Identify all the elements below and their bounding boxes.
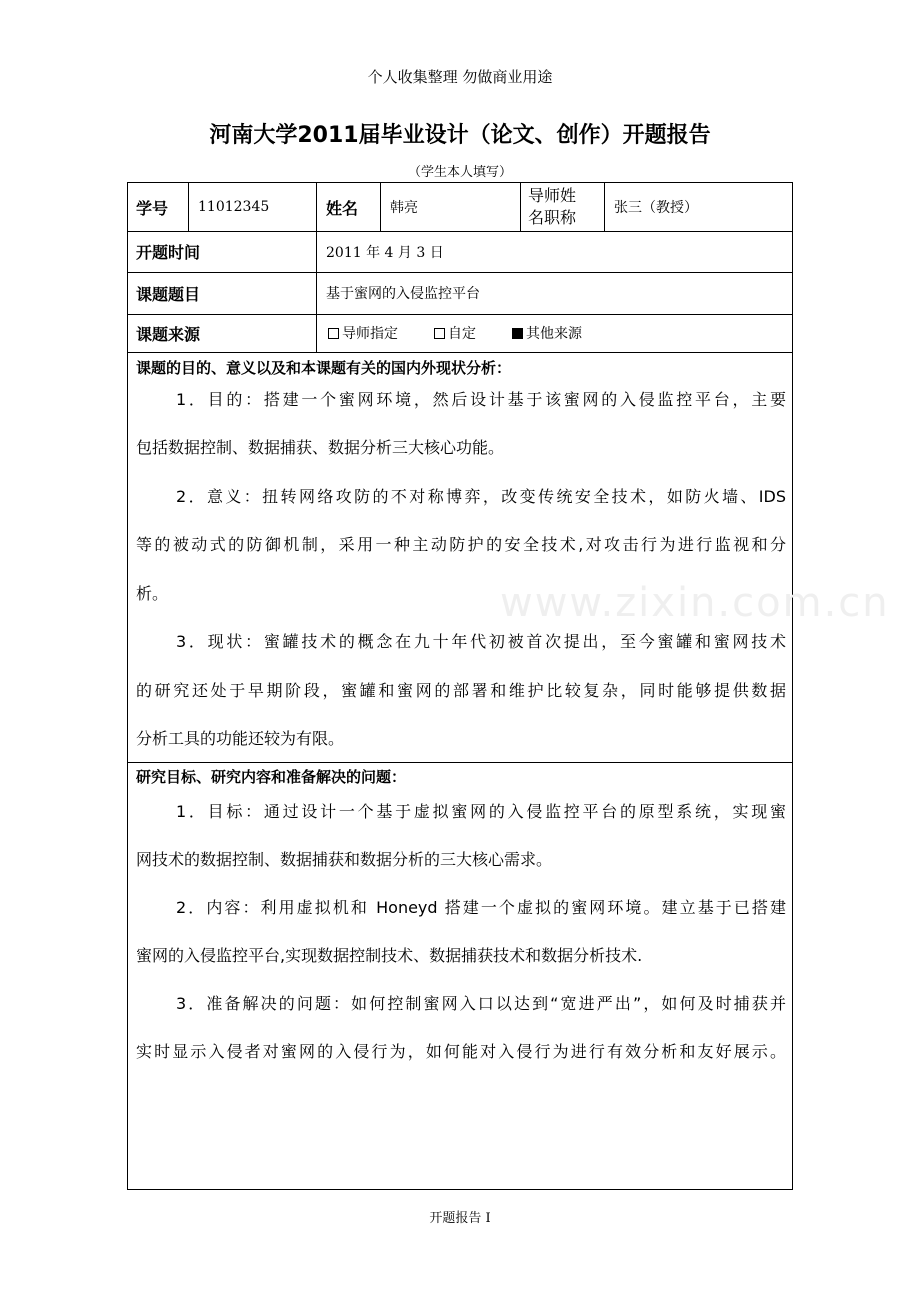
page-footer: 开题报告 I <box>429 1211 491 1226</box>
col-divider <box>520 183 521 231</box>
source-option-self: 自定 <box>434 323 476 343</box>
paragraph-line: 3．准备解决的问题：如何控制蜜网入口以达到“宽进严出”，如何及时捕获并 <box>176 994 786 1013</box>
checkbox-icon <box>434 328 445 339</box>
header-note: 个人收集整理 勿做商业用途 <box>367 68 553 86</box>
name-value: 韩亮 <box>390 200 418 216</box>
section2-heading: 研究目标、研究内容和准备解决的问题： <box>136 768 407 786</box>
open-time-value: 2011 年 4 月 3 日 <box>326 244 444 261</box>
row-divider <box>128 352 792 353</box>
col-divider <box>188 183 189 231</box>
paragraph-line: 2．意义：扭转网络攻防的不对称博弈，改变传统安全技术，如防火墙、IDS <box>176 487 786 506</box>
advisor-value: 张三（教授） <box>614 200 698 216</box>
advisor-label-line2: 名职称 <box>528 208 577 227</box>
paragraph-line: 分析工具的功能还较为有限。 <box>136 729 345 748</box>
source-label: 课题来源 <box>136 324 201 344</box>
paragraph-line: 蜜网的入侵监控平台,实现数据控制技术、数据捕获技术和数据分析技术. <box>136 946 643 965</box>
row-divider <box>128 231 792 232</box>
col-divider <box>380 183 381 231</box>
paragraph-line: 包括数据控制、数据捕获、数据分析三大核心功能。 <box>136 438 505 457</box>
paragraph-line: 实时显示入侵者对蜜网的入侵行为，如何能对入侵行为进行有效分析和友好展示。 <box>136 1042 786 1061</box>
advisor-label <box>528 183 576 231</box>
name-label: 姓名 <box>326 198 359 218</box>
col-divider <box>316 183 317 352</box>
checkbox-icon <box>328 328 339 339</box>
advisor-label-line1: 导师姓 <box>528 186 577 205</box>
paragraph-line: 等的被动式的防御机制，采用一种主动防护的安全技术,对攻击行为进行监视和分 <box>136 535 786 554</box>
watermark: www.zixin.com.cn <box>500 580 890 626</box>
source-option-other: 其他来源 <box>512 323 582 343</box>
student-id-label: 学号 <box>136 198 169 218</box>
checked-box-icon <box>512 328 523 339</box>
source-options <box>328 314 618 352</box>
page-subtitle: （学生本人填写） <box>407 165 512 180</box>
paragraph-line: 2．内容：利用虚拟机和 Honeyd 搭建一个虚拟的蜜网环境。建立基于已搭建 <box>176 898 786 917</box>
page-title: 河南大学2011届毕业设计（论文、创作）开题报告 <box>209 123 711 148</box>
paragraph-line: 3．现状：蜜罐技术的概念在九十年代初被首次提出，至今蜜罐和蜜网技术 <box>176 632 786 651</box>
section1-heading: 课题的目的、意义以及和本课题有关的国内外现状分析： <box>136 359 512 377</box>
paragraph-line: 1．目的：搭建一个蜜网环境，然后设计基于该蜜网的入侵监控平台，主要 <box>176 390 786 409</box>
topic-label: 课题题目 <box>136 284 201 304</box>
student-id-value: 11012345 <box>198 199 270 215</box>
row-divider <box>128 762 792 763</box>
paragraph-line: 析。 <box>136 584 169 603</box>
paragraph-line: 1．目标：通过设计一个基于虚拟蜜网的入侵监控平台的原型系统，实现蜜 <box>176 802 786 821</box>
paragraph-line: 网技术的数据控制、数据捕获和数据分析的三大核心需求。 <box>136 850 553 869</box>
source-option-advisor: 导师指定 <box>328 323 398 343</box>
paragraph-line: 的研究还处于早期阶段，蜜罐和蜜网的部署和维护比较复杂，同时能够提供数据 <box>136 681 786 700</box>
open-time-label: 开题时间 <box>136 243 201 262</box>
col-divider <box>604 183 605 231</box>
proposal-form <box>127 182 793 1190</box>
topic-value: 基于蜜网的入侵监控平台 <box>326 286 480 302</box>
